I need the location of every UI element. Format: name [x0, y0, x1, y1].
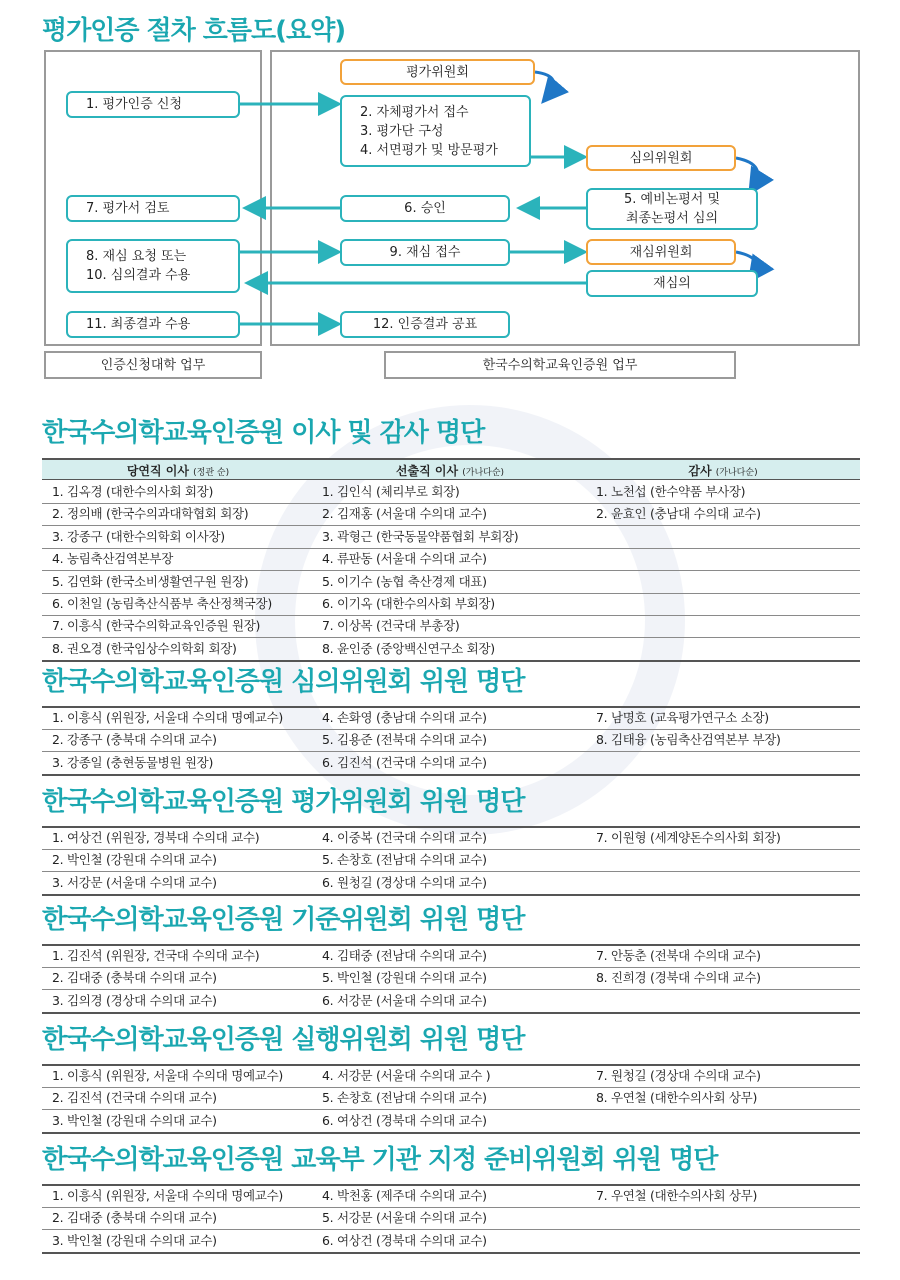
- board-cell: 3. 강종구 (대한수의학회 이사장): [52, 528, 225, 544]
- flow-box-review: 7. 평가서 검토: [66, 195, 240, 222]
- committee-cell: 3. 김의경 (경상대 수의대 교수): [52, 992, 217, 1008]
- flow-box-prelim: 5. 예비논평서 및 최종논평서 심의: [586, 188, 758, 230]
- committee-cell: 7. 안동춘 (전북대 수의대 교수): [596, 948, 761, 963]
- committee-title: 한국수의학교육인증원 평가위원회 위원 명단: [42, 787, 525, 817]
- committee-cell: 3. 강종일 (충현동물병원 원장): [52, 754, 214, 770]
- committee-cell: 1. 김진석 (위원장, 건국대 수의대 교수): [52, 948, 260, 963]
- board-cell: 2. 정의배 (한국수의과대학협회 회장): [52, 506, 249, 522]
- committee-cell: 6. 서강문 (서울대 수의대 교수): [322, 992, 487, 1008]
- flow-box-reexam: 재심의: [586, 270, 758, 297]
- flow-box-reexam-request: 8. 재심 요청 또는 10. 심의결과 수용: [66, 239, 240, 293]
- board-title: 한국수의학교육인증원 이사 및 감사 명단: [42, 418, 485, 448]
- committee-cell: 2. 김진석 (건국대 수의대 교수): [52, 1090, 217, 1106]
- committee-cell: 5. 김용준 (전북대 수의대 교수): [322, 732, 487, 748]
- board-cell: 4. 농림축산검역본부장: [52, 551, 173, 567]
- row-divider: [42, 1012, 860, 1014]
- flow-title: 평가인증 절차 흐름도(요약): [42, 16, 346, 46]
- flow-box-delib-committee: 심의위원회: [586, 145, 736, 171]
- committee-cell: 2. 강종구 (충북대 수의대 교수): [52, 732, 217, 748]
- committee-cell: 5. 손창호 (전남대 수의대 교수): [322, 1090, 487, 1106]
- flow-box-steps: 2. 자체평가서 접수 3. 평가단 구성 4. 서면평가 및 방문평가: [340, 95, 531, 167]
- committee-cell: 1. 여상건 (위원장, 경북대 수의대 교수): [52, 830, 260, 845]
- committee-cell: 4. 손화영 (충남대 수의대 교수): [322, 710, 487, 725]
- board-cell: 8. 윤인중 (중앙백신연구소 회장): [322, 640, 495, 656]
- flow-box-eval-committee: 평가위원회: [340, 59, 535, 85]
- committee-cell: 1. 이흥식 (위원장, 서울대 수의대 명예교수): [52, 1188, 283, 1203]
- row-divider: [42, 1132, 860, 1134]
- row-divider: [42, 894, 860, 896]
- row-divider: [42, 774, 860, 776]
- committee-cell: 6. 여상건 (경북대 수의대 교수): [322, 1232, 487, 1248]
- flow-box-apply: 1. 평가인증 신청: [66, 91, 240, 118]
- flow-box-reexam-receive: 9. 재심 접수: [340, 239, 510, 266]
- header-auditor: 감사 (가나다순): [688, 464, 758, 478]
- committee-cell: 2. 김대중 (충북대 수의대 교수): [52, 1210, 217, 1226]
- committee-cell: 4. 김태중 (전남대 수의대 교수): [322, 948, 487, 963]
- committee-cell: 2. 박인철 (강원대 수의대 교수): [52, 852, 217, 868]
- committee-cell: 1. 이흥식 (위원장, 서울대 수의대 명예교수): [52, 710, 283, 725]
- board-cell: 1. 김인식 (체리부로 회장): [322, 484, 460, 499]
- committee-cell: 5. 박인철 (강원대 수의대 교수): [322, 970, 487, 986]
- committee-cell: 2. 김대중 (충북대 수의대 교수): [52, 970, 217, 986]
- committee-cell: 3. 서강문 (서울대 수의대 교수): [52, 874, 217, 890]
- board-cell: 6. 이천일 (농림축산식품부 축산정책국장): [52, 596, 272, 611]
- board-cell: 2. 윤효인 (충남대 수의대 교수): [596, 506, 761, 522]
- committee-cell: 6. 여상건 (경북대 수의대 교수): [322, 1112, 487, 1128]
- committee-title: 한국수의학교육인증원 교육부 기관 지정 준비위원회 위원 명단: [42, 1145, 718, 1175]
- committee-cell: 4. 박천홍 (제주대 수의대 교수): [322, 1188, 487, 1203]
- committee-cell: 6. 원청길 (경상대 수의대 교수): [322, 874, 487, 890]
- committee-cell: 8. 김태융 (농림축산검역본부 부장): [596, 732, 781, 748]
- committee-cell: 5. 서강문 (서울대 수의대 교수): [322, 1210, 487, 1226]
- board-cell: 8. 권오경 (한국임상수의학회 회장): [52, 640, 237, 656]
- board-cell: 3. 곽형근 (한국동물약품협회 부회장): [322, 528, 519, 544]
- committee-cell: 7. 이원형 (세계양돈수의사회 회장): [596, 830, 781, 845]
- committee-title: 한국수의학교육인증원 기준위원회 위원 명단: [42, 905, 525, 935]
- board-cell: 1. 노천섭 (한수약품 부사장): [596, 484, 746, 499]
- board-cell: 2. 김재홍 (서울대 수의대 교수): [322, 506, 487, 522]
- header-ex-officio: 당연직 이사 (정관 순): [126, 464, 230, 478]
- committee-title: 한국수의학교육인증원 심의위원회 위원 명단: [42, 667, 525, 697]
- committee-cell: 3. 박인철 (강원대 수의대 교수): [52, 1232, 217, 1248]
- row-divider: [42, 1252, 860, 1254]
- committee-title: 한국수의학교육인증원 실행위원회 위원 명단: [42, 1025, 525, 1055]
- flow-box-approve: 6. 승인: [340, 195, 510, 222]
- committee-cell: 7. 남명호 (교육평가연구소 소장): [596, 710, 769, 725]
- board-cell: 4. 류판동 (서울대 수의대 교수): [322, 551, 487, 567]
- committee-cell: 1. 이흥식 (위원장, 서울대 수의대 명예교수): [52, 1068, 283, 1083]
- committee-cell: 5. 손창호 (전남대 수의대 교수): [322, 852, 487, 868]
- header-elected: 선출직 이사 (가나다순): [395, 464, 505, 478]
- committee-cell: 7. 우연철 (대한수의사회 상무): [596, 1188, 758, 1203]
- committee-cell: 8. 진희경 (경북대 수의대 교수): [596, 970, 761, 986]
- committee-cell: 8. 우연철 (대한수의사회 상무): [596, 1090, 758, 1106]
- committee-cell: 7. 원청길 (경상대 수의대 교수): [596, 1068, 761, 1083]
- row-divider: [42, 660, 860, 662]
- board-cell: 5. 김연화 (한국소비생활연구원 원장): [52, 573, 249, 589]
- board-table-header: [42, 458, 860, 480]
- left-footer-label: 인증신청대학 업무: [44, 351, 262, 379]
- committee-cell: 3. 박인철 (강원대 수의대 교수): [52, 1112, 217, 1128]
- board-cell: 5. 이기수 (농협 축산경제 대표): [322, 573, 487, 589]
- board-cell: 1. 김옥경 (대한수의사회 회장): [52, 484, 214, 499]
- flow-box-final: 11. 최종결과 수용: [66, 311, 240, 338]
- committee-cell: 4. 이중복 (건국대 수의대 교수): [322, 830, 487, 845]
- flow-box-announce: 12. 인증결과 공표: [340, 311, 510, 338]
- right-footer-label: 한국수의학교육인증원 업무: [384, 351, 736, 379]
- board-cell: 6. 이기옥 (대한수의사회 부회장): [322, 596, 495, 611]
- committee-cell: 4. 서강문 (서울대 수의대 교수 ): [322, 1068, 491, 1083]
- board-cell: 7. 이상목 (건국대 부총장): [322, 618, 460, 634]
- board-cell: 7. 이흥식 (한국수의학교육인증원 원장): [52, 618, 261, 634]
- flow-box-reexam-committee: 재심위원회: [586, 239, 736, 265]
- committee-cell: 6. 김진석 (건국대 수의대 교수): [322, 754, 487, 770]
